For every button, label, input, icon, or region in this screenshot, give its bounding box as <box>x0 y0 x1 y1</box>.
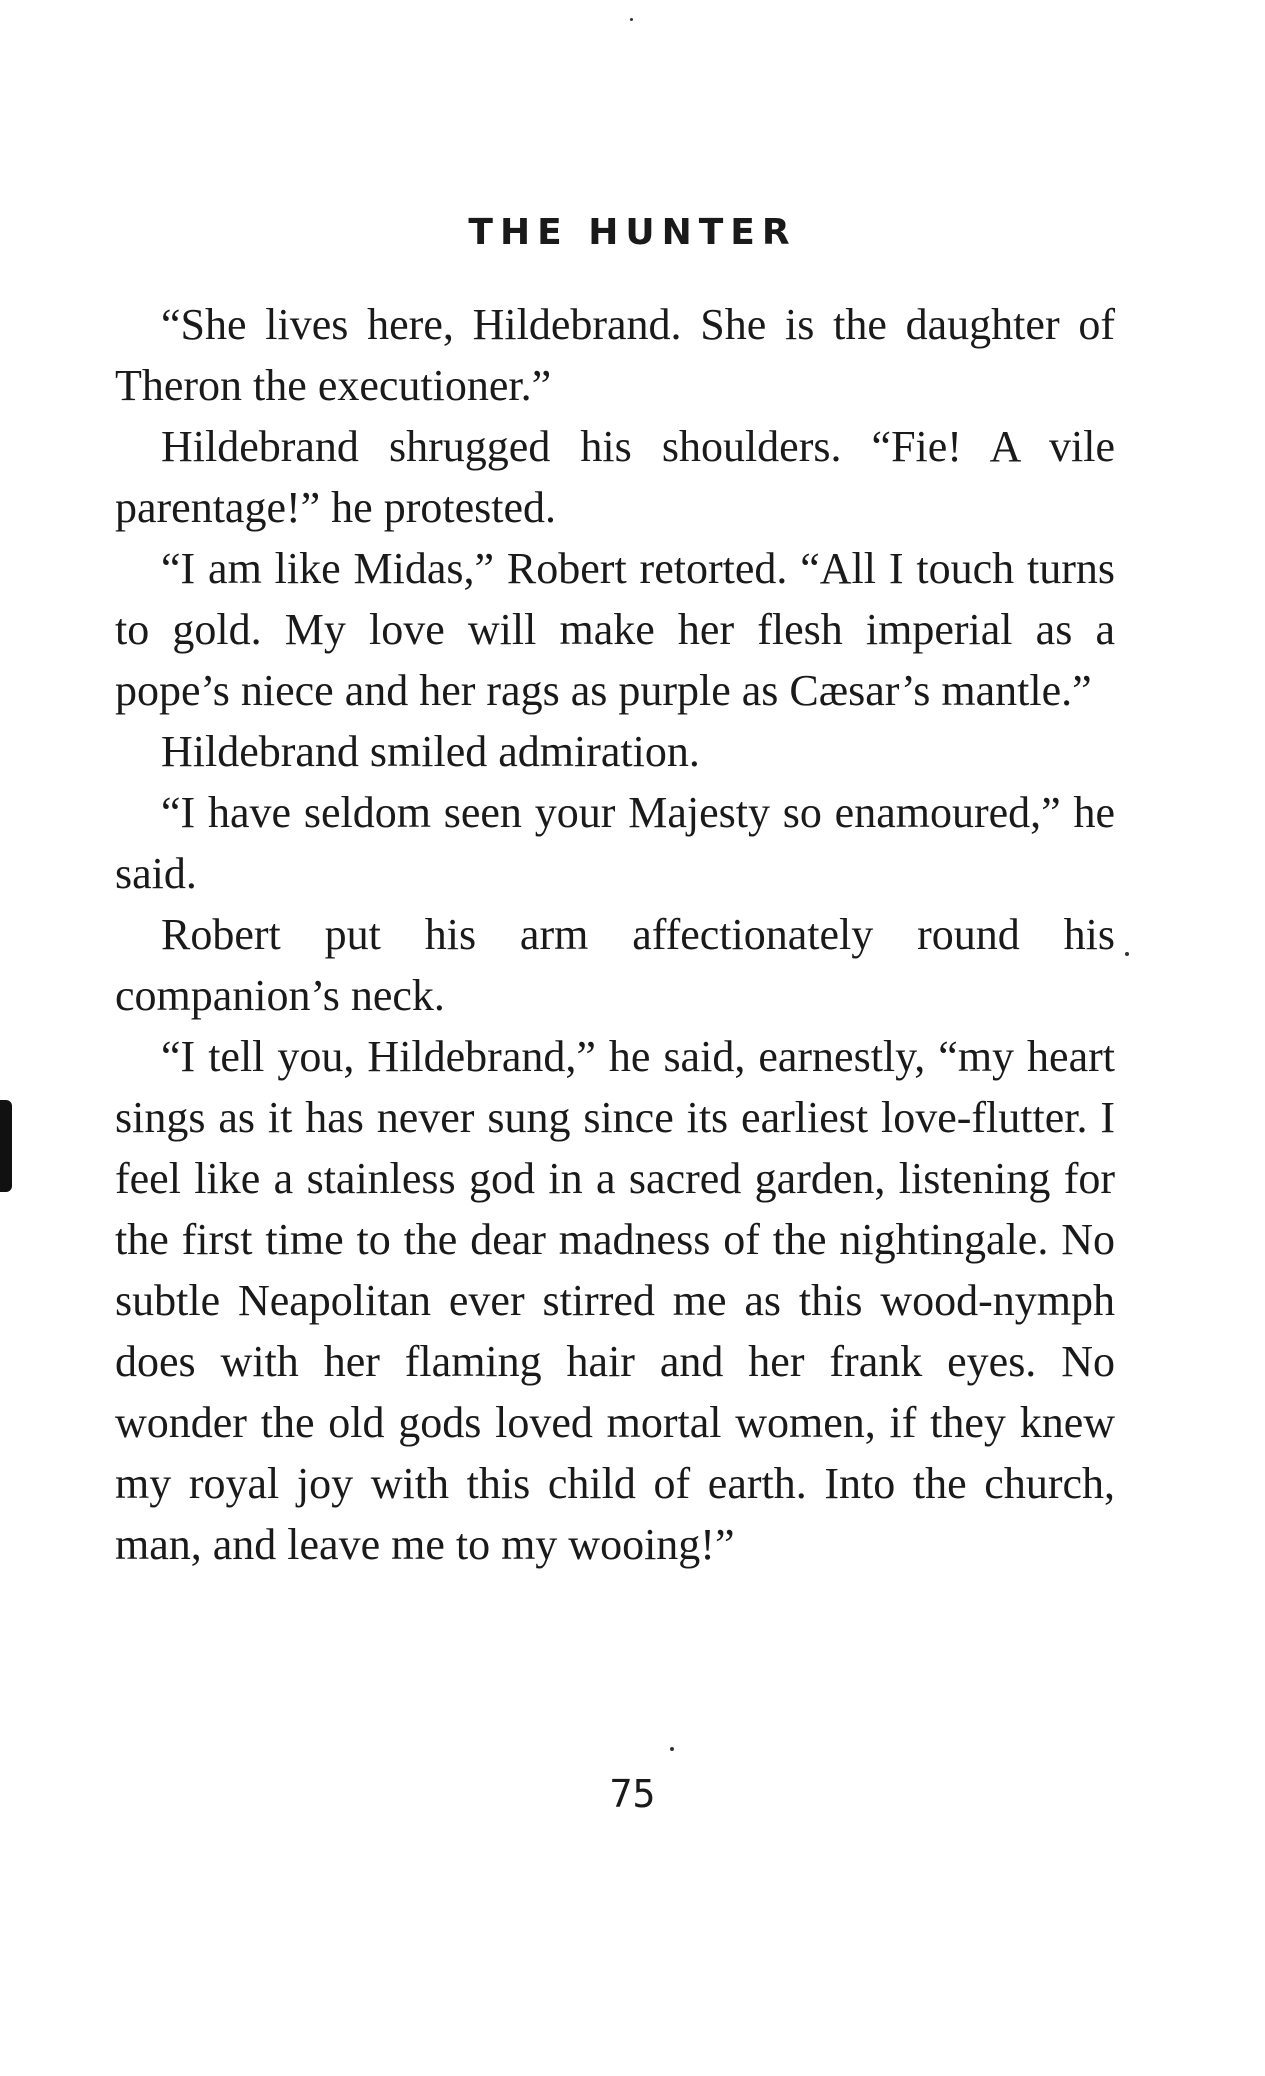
running-head: THE HUNTER <box>468 212 797 253</box>
paragraph: “She lives here, Hildebrand. She is the daughter of Theron the executioner.” <box>115 300 1115 410</box>
scan-speck <box>1125 952 1129 956</box>
paragraph: “I tell you, Hildebrand,” he said, earnestly, “my heart sings as it has never sung since its earliest love-flutter. I feel like a stainless god in a sacred garden, listening for the first time to the dear madness of the nightingale. No subtle Neapolitan ever stirred me as this wood-nymph does with her flaming hair and her frank eyes. No wonder the old gods loved mortal women, if they knew my royal joy with this child of earth. Into the church, man, and leave me to my wooing!” <box>115 1032 1115 1569</box>
scan-speck <box>630 18 633 21</box>
scan-margin-mark <box>0 1100 12 1192</box>
page-number: 75 <box>609 1772 656 1816</box>
paragraph: Robert put his arm affectionately round his companion’s neck. <box>115 910 1115 1020</box>
paragraph: “I have seldom seen your Majesty so enamoured,” he said. <box>115 788 1115 898</box>
body-text <box>115 294 1115 1575</box>
scan-speck <box>670 1747 674 1751</box>
paragraph: Hildebrand shrugged his shoulders. “Fie! A vile parentage!” he protested. <box>115 422 1115 532</box>
paragraph: “I am like Midas,” Robert retorted. “All I touch turns to gold. My love will make her flesh imperial as a pope’s niece and her rags as purple as Cæsar’s mantle.” <box>115 544 1115 715</box>
paragraph: Hildebrand smiled admiration. <box>161 727 700 776</box>
